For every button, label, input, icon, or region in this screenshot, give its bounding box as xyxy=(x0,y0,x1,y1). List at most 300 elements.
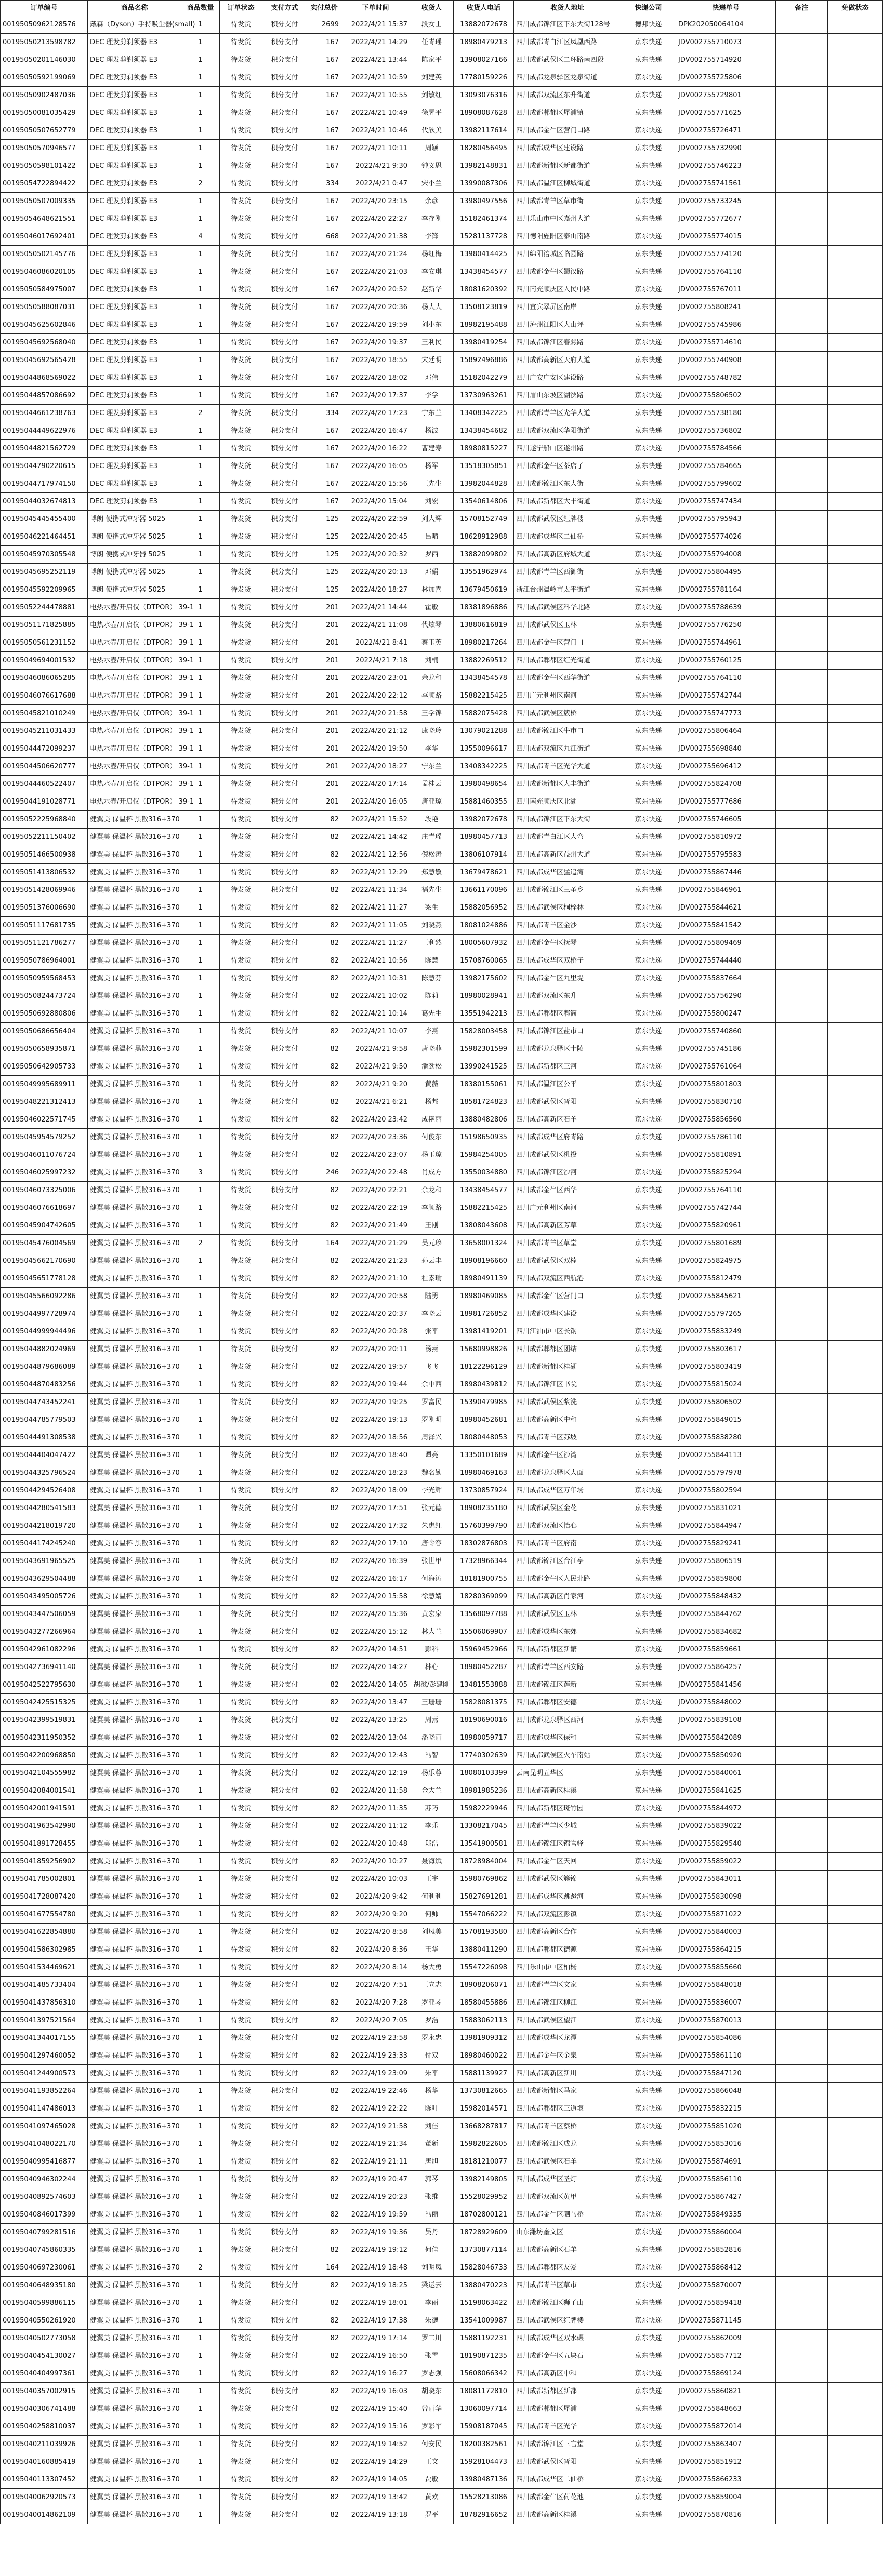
order-time-cell[interactable]: 2022/4/21 10:07 xyxy=(341,1023,410,1040)
tracking-number-cell[interactable]: JDV002755864257 xyxy=(676,1659,776,1676)
recipient-phone-cell[interactable]: 15182461374 xyxy=(454,210,514,228)
tracking-number-cell[interactable]: JDV002755848018 xyxy=(676,1977,776,1994)
payment-method-cell[interactable]: 积分支付 xyxy=(262,1270,307,1288)
order-id-cell[interactable]: 00195045592209965 xyxy=(1,581,88,599)
remarks-cell[interactable] xyxy=(776,2188,828,2206)
order-time-cell[interactable]: 2022/4/19 15:16 xyxy=(341,2418,410,2436)
recipient-cell[interactable]: 张平 xyxy=(410,1323,454,1341)
product-name-cell[interactable]: 健翼美 保温杯 黑散316+370 xyxy=(88,864,181,882)
order-time-cell[interactable]: 2022/4/20 10:27 xyxy=(341,1853,410,1871)
order-time-cell[interactable]: 2022/4/20 20:11 xyxy=(341,1341,410,1358)
courier-cell[interactable]: 京东快递 xyxy=(621,1023,676,1040)
product-name-cell[interactable]: 健翼美 保温杯 黑散316+370 xyxy=(88,1941,181,1959)
tracking-number-cell[interactable]: JDV002755844621 xyxy=(676,899,776,917)
product-name-cell[interactable]: 健翼美 保温杯 黑散316+370 xyxy=(88,1411,181,1429)
total-paid-cell[interactable]: 82 xyxy=(307,2083,341,2100)
recipient-cell[interactable]: 罗富民 xyxy=(410,1394,454,1411)
recipient-cell[interactable]: 代欣美 xyxy=(410,122,454,140)
payment-method-cell[interactable]: 积分支付 xyxy=(262,246,307,263)
quantity-cell[interactable]: 1 xyxy=(181,1217,220,1235)
product-name-cell[interactable]: 健翼美 保温杯 黑散316+370 xyxy=(88,1570,181,1588)
recipient-address-cell[interactable]: 四川成都双流区华阳街道 xyxy=(514,422,621,440)
tracking-number-cell[interactable]: JDV002755729801 xyxy=(676,87,776,104)
order-id-cell[interactable]: 00195050692880806 xyxy=(1,1005,88,1023)
order-time-cell[interactable]: 2022/4/20 23:42 xyxy=(341,1111,410,1129)
table-row[interactable] xyxy=(1,1888,883,1906)
payment-method-cell[interactable]: 积分支付 xyxy=(262,157,307,175)
total-paid-cell[interactable]: 82 xyxy=(307,864,341,882)
tracking-number-cell[interactable]: JDV002755803419 xyxy=(676,1358,776,1376)
tracking-number-cell[interactable]: JDV002755856560 xyxy=(676,1111,776,1129)
table-row[interactable] xyxy=(1,2436,883,2453)
total-paid-cell[interactable]: 82 xyxy=(307,1305,341,1323)
quantity-cell[interactable]: 1 xyxy=(181,2436,220,2453)
total-paid-cell[interactable]: 164 xyxy=(307,1235,341,1252)
order-id-cell[interactable]: 00195044785779503 xyxy=(1,1411,88,1429)
recipient-phone-cell[interactable]: 13541900581 xyxy=(454,1835,514,1853)
order-time-cell[interactable]: 2022/4/20 15:12 xyxy=(341,1623,410,1641)
order-status-cell[interactable]: 待发货 xyxy=(220,2153,262,2171)
order-time-cell[interactable]: 2022/4/21 10:59 xyxy=(341,69,410,87)
order-status-cell[interactable]: 待发货 xyxy=(220,2506,262,2524)
quantity-cell[interactable]: 1 xyxy=(181,2030,220,2047)
order-time-cell[interactable]: 2022/4/20 18:27 xyxy=(341,581,410,599)
exempt-status-cell[interactable] xyxy=(828,140,883,157)
order-time-cell[interactable]: 2022/4/21 10:02 xyxy=(341,987,410,1005)
total-paid-cell[interactable]: 82 xyxy=(307,2453,341,2471)
recipient-phone-cell[interactable]: 13882269512 xyxy=(454,652,514,670)
payment-method-cell[interactable]: 积分支付 xyxy=(262,281,307,299)
order-time-cell[interactable]: 2022/4/19 20:47 xyxy=(341,2171,410,2188)
courier-cell[interactable]: 京东快递 xyxy=(621,1058,676,1076)
quantity-cell[interactable]: 1 xyxy=(181,1994,220,2012)
table-row[interactable] xyxy=(1,475,883,493)
quantity-cell[interactable]: 1 xyxy=(181,1252,220,1270)
tracking-number-cell[interactable]: JDV002755761064 xyxy=(676,1058,776,1076)
recipient-cell[interactable]: 刘晓燕 xyxy=(410,917,454,935)
remarks-cell[interactable] xyxy=(776,1394,828,1411)
courier-cell[interactable]: 京东快递 xyxy=(621,2294,676,2312)
product-name-cell[interactable]: 健翼美 保温杯 黑散316+370 xyxy=(88,1959,181,1977)
recipient-phone-cell[interactable]: 13730877114 xyxy=(454,2241,514,2259)
quantity-cell[interactable]: 1 xyxy=(181,917,220,935)
recipient-cell[interactable]: 梁生 xyxy=(410,899,454,917)
product-name-cell[interactable]: 健翼美 保温杯 黑散316+370 xyxy=(88,2471,181,2489)
tracking-number-cell[interactable]: JDV002755830710 xyxy=(676,1093,776,1111)
total-paid-cell[interactable]: 82 xyxy=(307,2241,341,2259)
total-paid-cell[interactable]: 82 xyxy=(307,1977,341,1994)
total-paid-cell[interactable]: 82 xyxy=(307,1765,341,1782)
courier-cell[interactable]: 京东快递 xyxy=(621,69,676,87)
recipient-phone-cell[interactable]: 18080103399 xyxy=(454,1765,514,1782)
quantity-cell[interactable]: 2 xyxy=(181,2259,220,2277)
table-row[interactable] xyxy=(1,652,883,670)
order-status-cell[interactable]: 待发货 xyxy=(220,352,262,369)
table-row[interactable] xyxy=(1,581,883,599)
order-time-cell[interactable]: 2022/4/21 12:29 xyxy=(341,864,410,882)
courier-cell[interactable]: 京东快递 xyxy=(621,776,676,793)
recipient-cell[interactable]: 赵新华 xyxy=(410,281,454,299)
order-time-cell[interactable]: 2022/4/20 18:23 xyxy=(341,1464,410,1482)
remarks-cell[interactable] xyxy=(776,2030,828,2047)
recipient-address-cell[interactable]: 四川遂宁船山区遂州路 xyxy=(514,440,621,458)
recipient-phone-cell[interactable]: 18081172810 xyxy=(454,2383,514,2400)
order-status-cell[interactable]: 待发货 xyxy=(220,1623,262,1641)
order-id-cell[interactable]: 00195040454130027 xyxy=(1,2347,88,2365)
quantity-cell[interactable]: 1 xyxy=(181,599,220,617)
total-paid-cell[interactable]: 82 xyxy=(307,2012,341,2030)
recipient-cell[interactable]: 陈叶 xyxy=(410,2100,454,2118)
order-status-cell[interactable]: 待发货 xyxy=(220,899,262,917)
product-name-cell[interactable]: DEC 理发剪剃须器 E3 xyxy=(88,104,181,122)
courier-cell[interactable]: 京东快递 xyxy=(621,1093,676,1111)
recipient-phone-cell[interactable]: 18980469163 xyxy=(454,1464,514,1482)
header-exempt-status[interactable]: 免做状态 xyxy=(828,1,883,16)
total-paid-cell[interactable]: 167 xyxy=(307,104,341,122)
recipient-cell[interactable]: 朱平 xyxy=(410,2065,454,2083)
order-status-cell[interactable]: 待发货 xyxy=(220,1729,262,1747)
quantity-cell[interactable]: 1 xyxy=(181,581,220,599)
order-status-cell[interactable]: 待发货 xyxy=(220,1871,262,1888)
order-time-cell[interactable]: 2022/4/20 20:13 xyxy=(341,564,410,581)
table-row[interactable] xyxy=(1,1853,883,1871)
exempt-status-cell[interactable] xyxy=(828,2171,883,2188)
order-time-cell[interactable]: 2022/4/20 17:37 xyxy=(341,387,410,405)
recipient-phone-cell[interactable]: 13438454578 xyxy=(454,670,514,687)
table-row[interactable] xyxy=(1,758,883,776)
exempt-status-cell[interactable] xyxy=(828,758,883,776)
recipient-cell[interactable]: 黄欢 xyxy=(410,2489,454,2506)
quantity-cell[interactable]: 1 xyxy=(181,1182,220,1199)
order-id-cell[interactable]: 00195044280541583 xyxy=(1,1500,88,1517)
product-name-cell[interactable]: 健翼美 保温杯 黑散316+370 xyxy=(88,1835,181,1853)
exempt-status-cell[interactable] xyxy=(828,2083,883,2100)
payment-method-cell[interactable]: 积分支付 xyxy=(262,634,307,652)
tracking-number-cell[interactable]: JDV002755748782 xyxy=(676,369,776,387)
recipient-phone-cell[interactable]: 18908235180 xyxy=(454,1500,514,1517)
recipient-cell[interactable]: 李学 xyxy=(410,387,454,405)
product-name-cell[interactable]: 健翼美 保温杯 黑散316+370 xyxy=(88,1623,181,1641)
table-row[interactable] xyxy=(1,1800,883,1818)
quantity-cell[interactable]: 1 xyxy=(181,1906,220,1924)
order-status-cell[interactable]: 待发货 xyxy=(220,1782,262,1800)
recipient-phone-cell[interactable]: 18190871235 xyxy=(454,2347,514,2365)
table-row[interactable] xyxy=(1,2083,883,2100)
table-row[interactable] xyxy=(1,2171,883,2188)
recipient-phone-cell[interactable]: 15708152749 xyxy=(454,511,514,528)
total-paid-cell[interactable]: 201 xyxy=(307,776,341,793)
recipient-phone-cell[interactable]: 15928104473 xyxy=(454,2453,514,2471)
order-status-cell[interactable]: 待发货 xyxy=(220,687,262,705)
payment-method-cell[interactable]: 积分支付 xyxy=(262,2030,307,2047)
quantity-cell[interactable]: 1 xyxy=(181,210,220,228)
remarks-cell[interactable] xyxy=(776,1659,828,1676)
courier-cell[interactable]: 京东快递 xyxy=(621,87,676,104)
tracking-number-cell[interactable]: JDV002755859418 xyxy=(676,2294,776,2312)
tracking-number-cell[interactable]: JDV002755859661 xyxy=(676,1641,776,1659)
order-status-cell[interactable]: 待发货 xyxy=(220,829,262,846)
tracking-number-cell[interactable]: JDV002755866048 xyxy=(676,2083,776,2100)
product-name-cell[interactable]: DEC 理发剪剃须器 E3 xyxy=(88,263,181,281)
exempt-status-cell[interactable] xyxy=(828,1853,883,1871)
order-id-cell[interactable]: 00195046022571745 xyxy=(1,1111,88,1129)
tracking-number-cell[interactable]: JDV002755868412 xyxy=(676,2259,776,2277)
order-id-cell[interactable]: 00195040995416877 xyxy=(1,2153,88,2171)
quantity-cell[interactable]: 1 xyxy=(181,687,220,705)
recipient-address-cell[interactable]: 四川成都金牛区九里堤 xyxy=(514,970,621,987)
recipient-address-cell[interactable]: 四川成都青羊区蔡桥 xyxy=(514,2118,621,2135)
courier-cell[interactable]: 京东快递 xyxy=(621,422,676,440)
order-status-cell[interactable]: 待发货 xyxy=(220,16,262,34)
recipient-cell[interactable]: 梁运云 xyxy=(410,2277,454,2294)
order-id-cell[interactable]: 00195040160885419 xyxy=(1,2453,88,2471)
courier-cell[interactable]: 京东快递 xyxy=(621,1464,676,1482)
courier-cell[interactable]: 京东快递 xyxy=(621,1694,676,1712)
courier-cell[interactable]: 京东快递 xyxy=(621,1199,676,1217)
table-row[interactable] xyxy=(1,846,883,864)
recipient-phone-cell[interactable]: 15506069907 xyxy=(454,1623,514,1641)
order-status-cell[interactable]: 待发货 xyxy=(220,1959,262,1977)
recipient-cell[interactable]: 杜素瑜 xyxy=(410,1270,454,1288)
recipient-phone-cell[interactable]: 18380155061 xyxy=(454,1076,514,1093)
recipient-cell[interactable]: 余龙和 xyxy=(410,670,454,687)
recipient-cell[interactable]: 罗浩 xyxy=(410,2012,454,2030)
order-id-cell[interactable]: 00195044857086692 xyxy=(1,387,88,405)
exempt-status-cell[interactable] xyxy=(828,422,883,440)
recipient-cell[interactable]: 钟义思 xyxy=(410,157,454,175)
table-row[interactable] xyxy=(1,16,883,34)
courier-cell[interactable]: 京东快递 xyxy=(621,1076,676,1093)
recipient-cell[interactable]: 冯丽 xyxy=(410,2206,454,2224)
tracking-number-cell[interactable]: JDV002755810891 xyxy=(676,1146,776,1164)
quantity-cell[interactable]: 1 xyxy=(181,2065,220,2083)
recipient-phone-cell[interactable]: 18980491139 xyxy=(454,1270,514,1288)
order-time-cell[interactable]: 2022/4/20 18:40 xyxy=(341,1447,410,1464)
recipient-cell[interactable]: 王刚 xyxy=(410,1217,454,1235)
tracking-number-cell[interactable]: JDV002755797265 xyxy=(676,1305,776,1323)
recipient-cell[interactable]: 余中西 xyxy=(410,1376,454,1394)
exempt-status-cell[interactable] xyxy=(828,2312,883,2330)
recipient-cell[interactable]: 潘劲松 xyxy=(410,1058,454,1076)
table-row[interactable] xyxy=(1,69,883,87)
courier-cell[interactable]: 京东快递 xyxy=(621,1641,676,1659)
tracking-number-cell[interactable]: JDV002755829540 xyxy=(676,1835,776,1853)
order-id-cell[interactable]: 00195041963542990 xyxy=(1,1818,88,1835)
total-paid-cell[interactable]: 82 xyxy=(307,882,341,899)
payment-method-cell[interactable]: 积分支付 xyxy=(262,422,307,440)
table-row[interactable] xyxy=(1,1005,883,1023)
total-paid-cell[interactable]: 82 xyxy=(307,935,341,952)
order-id-cell[interactable]: 00195045692565428 xyxy=(1,352,88,369)
courier-cell[interactable]: 京东快递 xyxy=(621,1129,676,1146)
product-name-cell[interactable]: DEC 理发剪剃须器 E3 xyxy=(88,458,181,475)
recipient-phone-cell[interactable]: 18782916652 xyxy=(454,2506,514,2524)
order-status-cell[interactable]: 待发货 xyxy=(220,952,262,970)
recipient-phone-cell[interactable]: 15882075428 xyxy=(454,705,514,723)
remarks-cell[interactable] xyxy=(776,2224,828,2241)
product-name-cell[interactable]: 健翼美 保温杯 黑散316+370 xyxy=(88,1588,181,1606)
recipient-address-cell[interactable]: 四川成都龙泉驿区十陵 xyxy=(514,1040,621,1058)
order-status-cell[interactable]: 待发货 xyxy=(220,1747,262,1765)
recipient-address-cell[interactable]: 四川成都武侯区桐梓林 xyxy=(514,899,621,917)
courier-cell[interactable]: 京东快递 xyxy=(621,2312,676,2330)
payment-method-cell[interactable]: 积分支付 xyxy=(262,299,307,316)
recipient-phone-cell[interactable]: 18181900755 xyxy=(454,1570,514,1588)
tracking-number-cell[interactable]: JDV002755764110 xyxy=(676,1182,776,1199)
order-id-cell[interactable]: 00195040062920573 xyxy=(1,2489,88,2506)
quantity-cell[interactable]: 1 xyxy=(181,1588,220,1606)
total-paid-cell[interactable]: 201 xyxy=(307,599,341,617)
recipient-phone-cell[interactable]: 13093076316 xyxy=(454,87,514,104)
courier-cell[interactable]: 京东快递 xyxy=(621,263,676,281)
courier-cell[interactable]: 京东快递 xyxy=(621,811,676,829)
recipient-phone-cell[interactable]: 13551942213 xyxy=(454,1005,514,1023)
exempt-status-cell[interactable] xyxy=(828,1146,883,1164)
recipient-cell[interactable]: 潘晓丽 xyxy=(410,1729,454,1747)
tracking-number-cell[interactable]: JDV002755844972 xyxy=(676,1800,776,1818)
order-time-cell[interactable]: 2022/4/20 22:27 xyxy=(341,210,410,228)
total-paid-cell[interactable]: 82 xyxy=(307,1588,341,1606)
tracking-number-cell[interactable]: JDV002755714920 xyxy=(676,51,776,69)
recipient-address-cell[interactable]: 四川成都锦江区东大街 xyxy=(514,475,621,493)
payment-method-cell[interactable]: 积分支付 xyxy=(262,2294,307,2312)
courier-cell[interactable]: 京东快递 xyxy=(621,528,676,546)
courier-cell[interactable]: 京东快递 xyxy=(621,2171,676,2188)
payment-method-cell[interactable]: 积分支付 xyxy=(262,705,307,723)
payment-method-cell[interactable]: 积分支付 xyxy=(262,369,307,387)
order-id-cell[interactable]: 00195046017692401 xyxy=(1,228,88,246)
remarks-cell[interactable] xyxy=(776,263,828,281)
exempt-status-cell[interactable] xyxy=(828,617,883,634)
order-time-cell[interactable]: 2022/4/19 22:46 xyxy=(341,2083,410,2100)
order-time-cell[interactable]: 2022/4/20 15:04 xyxy=(341,493,410,511)
exempt-status-cell[interactable] xyxy=(828,2418,883,2436)
tracking-number-cell[interactable]: JDV002755740908 xyxy=(676,352,776,369)
recipient-address-cell[interactable]: 四川成都青羊区光华 xyxy=(514,2418,621,2436)
recipient-cell[interactable]: 魏名勤 xyxy=(410,1464,454,1482)
quantity-cell[interactable]: 1 xyxy=(181,2383,220,2400)
payment-method-cell[interactable]: 积分支付 xyxy=(262,2365,307,2383)
tracking-number-cell[interactable]: JDV002755866233 xyxy=(676,2471,776,2489)
order-id-cell[interactable]: 00195041586302985 xyxy=(1,1941,88,1959)
product-name-cell[interactable]: 健翼美 保温杯 黑散316+370 xyxy=(88,935,181,952)
order-id-cell[interactable]: 00195050507009335 xyxy=(1,193,88,210)
recipient-address-cell[interactable]: 四川成都金牛区抚琴 xyxy=(514,935,621,952)
order-time-cell[interactable]: 2022/4/19 13:18 xyxy=(341,2506,410,2524)
recipient-address-cell[interactable]: 四川成都锦江区三圣乡 xyxy=(514,882,621,899)
product-name-cell[interactable]: DEC 理发剪剃须器 E3 xyxy=(88,246,181,263)
remarks-cell[interactable] xyxy=(776,69,828,87)
order-time-cell[interactable]: 2022/4/20 21:24 xyxy=(341,246,410,263)
product-name-cell[interactable]: 健翼美 保温杯 黑散316+370 xyxy=(88,1288,181,1305)
order-time-cell[interactable]: 2022/4/20 21:38 xyxy=(341,228,410,246)
payment-method-cell[interactable]: 积分支付 xyxy=(262,104,307,122)
recipient-cell[interactable]: 郭琴 xyxy=(410,2171,454,2188)
total-paid-cell[interactable]: 82 xyxy=(307,2153,341,2171)
total-paid-cell[interactable]: 167 xyxy=(307,34,341,51)
exempt-status-cell[interactable] xyxy=(828,634,883,652)
order-time-cell[interactable]: 2022/4/19 21:58 xyxy=(341,2118,410,2135)
courier-cell[interactable]: 京东快递 xyxy=(621,1040,676,1058)
payment-method-cell[interactable]: 积分支付 xyxy=(262,1765,307,1782)
remarks-cell[interactable] xyxy=(776,846,828,864)
remarks-cell[interactable] xyxy=(776,1941,828,1959)
payment-method-cell[interactable]: 积分支付 xyxy=(262,387,307,405)
payment-method-cell[interactable]: 积分支付 xyxy=(262,793,307,811)
order-time-cell[interactable]: 2022/4/20 8:58 xyxy=(341,1924,410,1941)
quantity-cell[interactable]: 1 xyxy=(181,51,220,69)
remarks-cell[interactable] xyxy=(776,1376,828,1394)
order-status-cell[interactable]: 待发货 xyxy=(220,458,262,475)
recipient-phone-cell[interactable]: 18580455886 xyxy=(454,1994,514,2012)
quantity-cell[interactable]: 1 xyxy=(181,1341,220,1358)
recipient-cell[interactable]: 周泽兴 xyxy=(410,1429,454,1447)
order-time-cell[interactable]: 2022/4/20 11:12 xyxy=(341,1818,410,1835)
recipient-cell[interactable]: 宋廷明 xyxy=(410,352,454,369)
remarks-cell[interactable] xyxy=(776,687,828,705)
order-status-cell[interactable]: 待发货 xyxy=(220,1217,262,1235)
order-id-cell[interactable]: 00195040892574603 xyxy=(1,2188,88,2206)
order-status-cell[interactable]: 待发货 xyxy=(220,1765,262,1782)
order-id-cell[interactable]: 00195044821562729 xyxy=(1,440,88,458)
courier-cell[interactable]: 京东快递 xyxy=(621,387,676,405)
recipient-cell[interactable]: 苏巧 xyxy=(410,1800,454,1818)
payment-method-cell[interactable]: 积分支付 xyxy=(262,2453,307,2471)
table-row[interactable] xyxy=(1,1093,883,1111)
courier-cell[interactable]: 京东快递 xyxy=(621,1941,676,1959)
remarks-cell[interactable] xyxy=(776,475,828,493)
product-name-cell[interactable]: 健翼美 保温杯 黑散316+370 xyxy=(88,1199,181,1217)
product-name-cell[interactable]: 博朗 便携式冲牙器 5025 xyxy=(88,546,181,564)
recipient-address-cell[interactable]: 四川成都锦江区三官堂 xyxy=(514,2436,621,2453)
total-paid-cell[interactable]: 82 xyxy=(307,1358,341,1376)
exempt-status-cell[interactable] xyxy=(828,334,883,352)
order-status-cell[interactable]: 待发货 xyxy=(220,2100,262,2118)
order-status-cell[interactable]: 待发货 xyxy=(220,193,262,210)
order-id-cell[interactable]: 00195050584975007 xyxy=(1,281,88,299)
exempt-status-cell[interactable] xyxy=(828,1023,883,1040)
tracking-number-cell[interactable]: JDV002755871022 xyxy=(676,1906,776,1924)
recipient-address-cell[interactable]: 四川成都高新区合作 xyxy=(514,1924,621,1941)
remarks-cell[interactable] xyxy=(776,1429,828,1447)
exempt-status-cell[interactable] xyxy=(828,1429,883,1447)
exempt-status-cell[interactable] xyxy=(828,352,883,369)
order-time-cell[interactable]: 2022/4/21 11:27 xyxy=(341,935,410,952)
order-id-cell[interactable]: 00195050588087031 xyxy=(1,299,88,316)
table-row[interactable] xyxy=(1,2400,883,2418)
order-time-cell[interactable]: 2022/4/20 20:58 xyxy=(341,1288,410,1305)
recipient-phone-cell[interactable]: 15828046733 xyxy=(454,2259,514,2277)
payment-method-cell[interactable]: 积分支付 xyxy=(262,1146,307,1164)
order-id-cell[interactable]: 00195041534469621 xyxy=(1,1959,88,1977)
order-time-cell[interactable]: 2022/4/20 10:03 xyxy=(341,1871,410,1888)
table-row[interactable] xyxy=(1,1305,883,1323)
courier-cell[interactable]: 京东快递 xyxy=(621,210,676,228)
exempt-status-cell[interactable] xyxy=(828,1464,883,1482)
total-paid-cell[interactable]: 82 xyxy=(307,1606,341,1623)
quantity-cell[interactable]: 1 xyxy=(181,864,220,882)
recipient-phone-cell[interactable]: 18280369099 xyxy=(454,1588,514,1606)
order-status-cell[interactable]: 待发货 xyxy=(220,1146,262,1164)
total-paid-cell[interactable]: 82 xyxy=(307,1517,341,1535)
exempt-status-cell[interactable] xyxy=(828,1782,883,1800)
quantity-cell[interactable]: 2 xyxy=(181,405,220,422)
courier-cell[interactable]: 京东快递 xyxy=(621,1146,676,1164)
product-name-cell[interactable]: 健翼美 保温杯 黑散316+370 xyxy=(88,2453,181,2471)
order-time-cell[interactable]: 2022/4/21 10:31 xyxy=(341,970,410,987)
recipient-cell[interactable]: 陈家平 xyxy=(410,51,454,69)
courier-cell[interactable]: 京东快递 xyxy=(621,193,676,210)
